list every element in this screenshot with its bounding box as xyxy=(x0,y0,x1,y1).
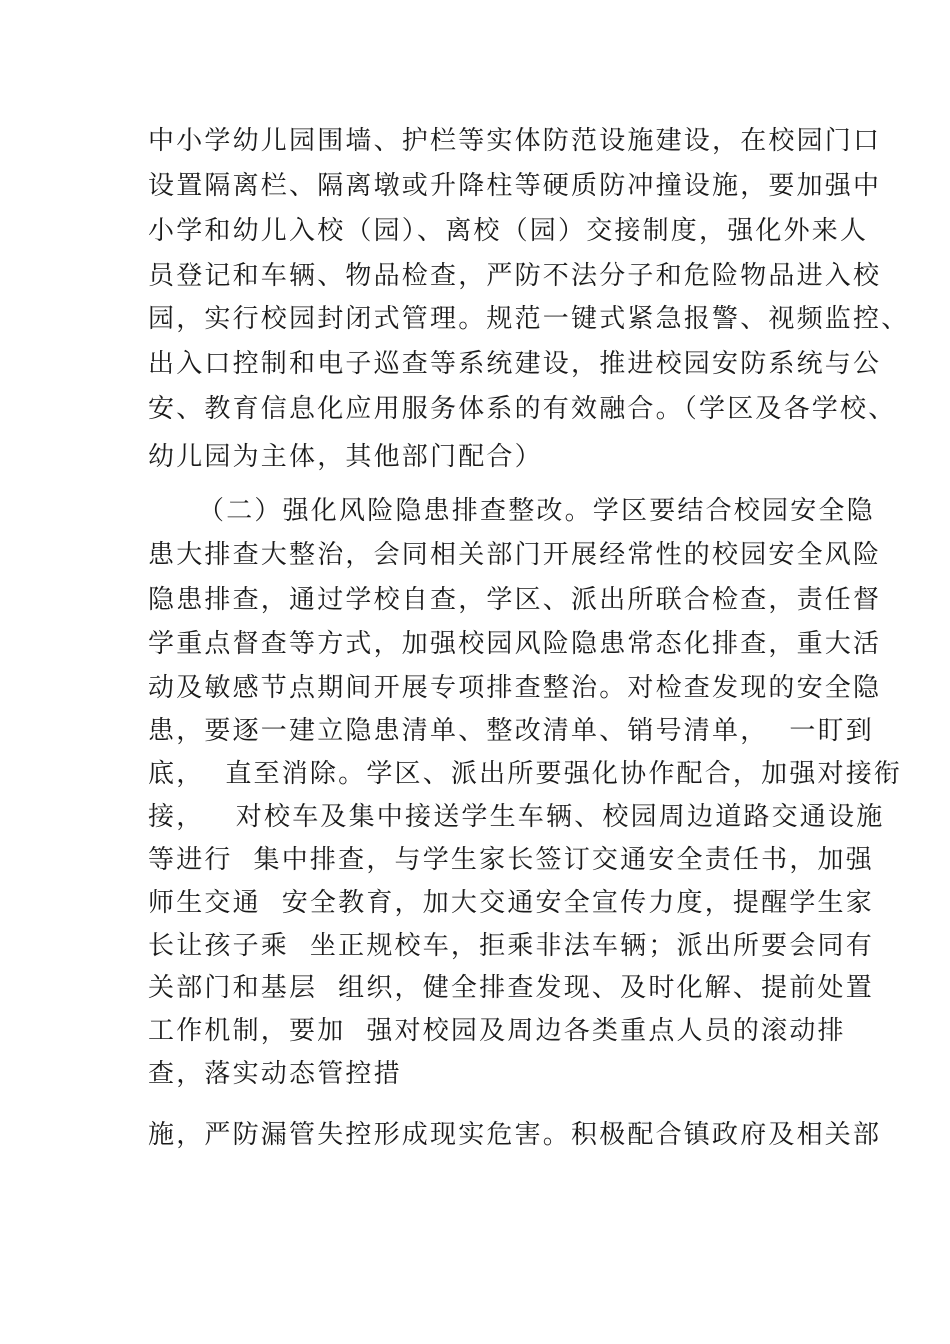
text-line: 学重点督查等方式，加强校园风险隐患常态化排查，重大活 xyxy=(148,629,882,659)
text-line: 动及敏感节点期间开展专项排查整治。对检查发现的安全隐 xyxy=(148,673,882,703)
text-line: 中小学幼儿园围墙、护栏等实体防范设施建设，在校园门口 xyxy=(148,126,882,156)
text-line: 工作机制，要加 强对校园及周边各类重点人员的滚动排 xyxy=(148,1016,846,1046)
text-line: 查，落实动态管控措 xyxy=(148,1059,402,1089)
text-line: 隐患排查，通过学校自查，学区、派出所联合检查，责任督 xyxy=(148,585,882,615)
text-line: 等进行 集中排查，与学生家长签订交通安全责任书，加强 xyxy=(148,845,874,875)
text-line: 长让孩子乘 坐正规校车，拒乘非法车辆；派出所要会同有 xyxy=(148,931,874,961)
text-line: 患，要逐一建立隐患清单、整改清单、销号清单， 一盯到 xyxy=(148,716,874,746)
text-line: 幼儿园为主体，其他部门配合） xyxy=(148,442,543,472)
text-line: 患大排查大整治，会同相关部门开展经常性的校园安全风险 xyxy=(148,540,882,570)
text-line: 关部门和基层 组织，健全排查发现、及时化解、提前处置 xyxy=(148,973,874,1003)
text-line: 施，严防漏管失控形成现实危害。积极配合镇政府及相关部 xyxy=(148,1120,882,1150)
text-line: 接， 对校车及集中接送学生车辆、校园周边道路交通设施 xyxy=(148,802,885,832)
text-line: 小学和幼儿入校（园）、离校（园）交接制度，强化外来人 xyxy=(148,216,869,246)
text-line: 底， 直至消除。学区、派出所要强化协作配合，加强对接衔 xyxy=(148,759,903,789)
text-line: 员登记和车辆、物品检查，严防不法分子和危险物品进入校 xyxy=(148,261,882,291)
paragraph-heading-line: （二）强化风险隐患排查整改。学区要结合校园安全隐 xyxy=(198,496,875,526)
text-line: 设置隔离栏、隔离墩或升降柱等硬质防冲撞设施，要加强中 xyxy=(148,171,882,201)
text-line: 园，实行校园封闭式管理。规范一键式紧急报警、视频监控、 xyxy=(148,304,910,334)
text-line: 师生交通 安全教育，加大交通安全宣传力度，提醒学生家 xyxy=(148,888,874,918)
text-line: 安、教育信息化应用服务体系的有效融合。（学区及各学校、 xyxy=(148,394,897,424)
text-line: 出入口控制和电子巡查等系统建设，推进校园安防系统与公 xyxy=(148,349,882,379)
